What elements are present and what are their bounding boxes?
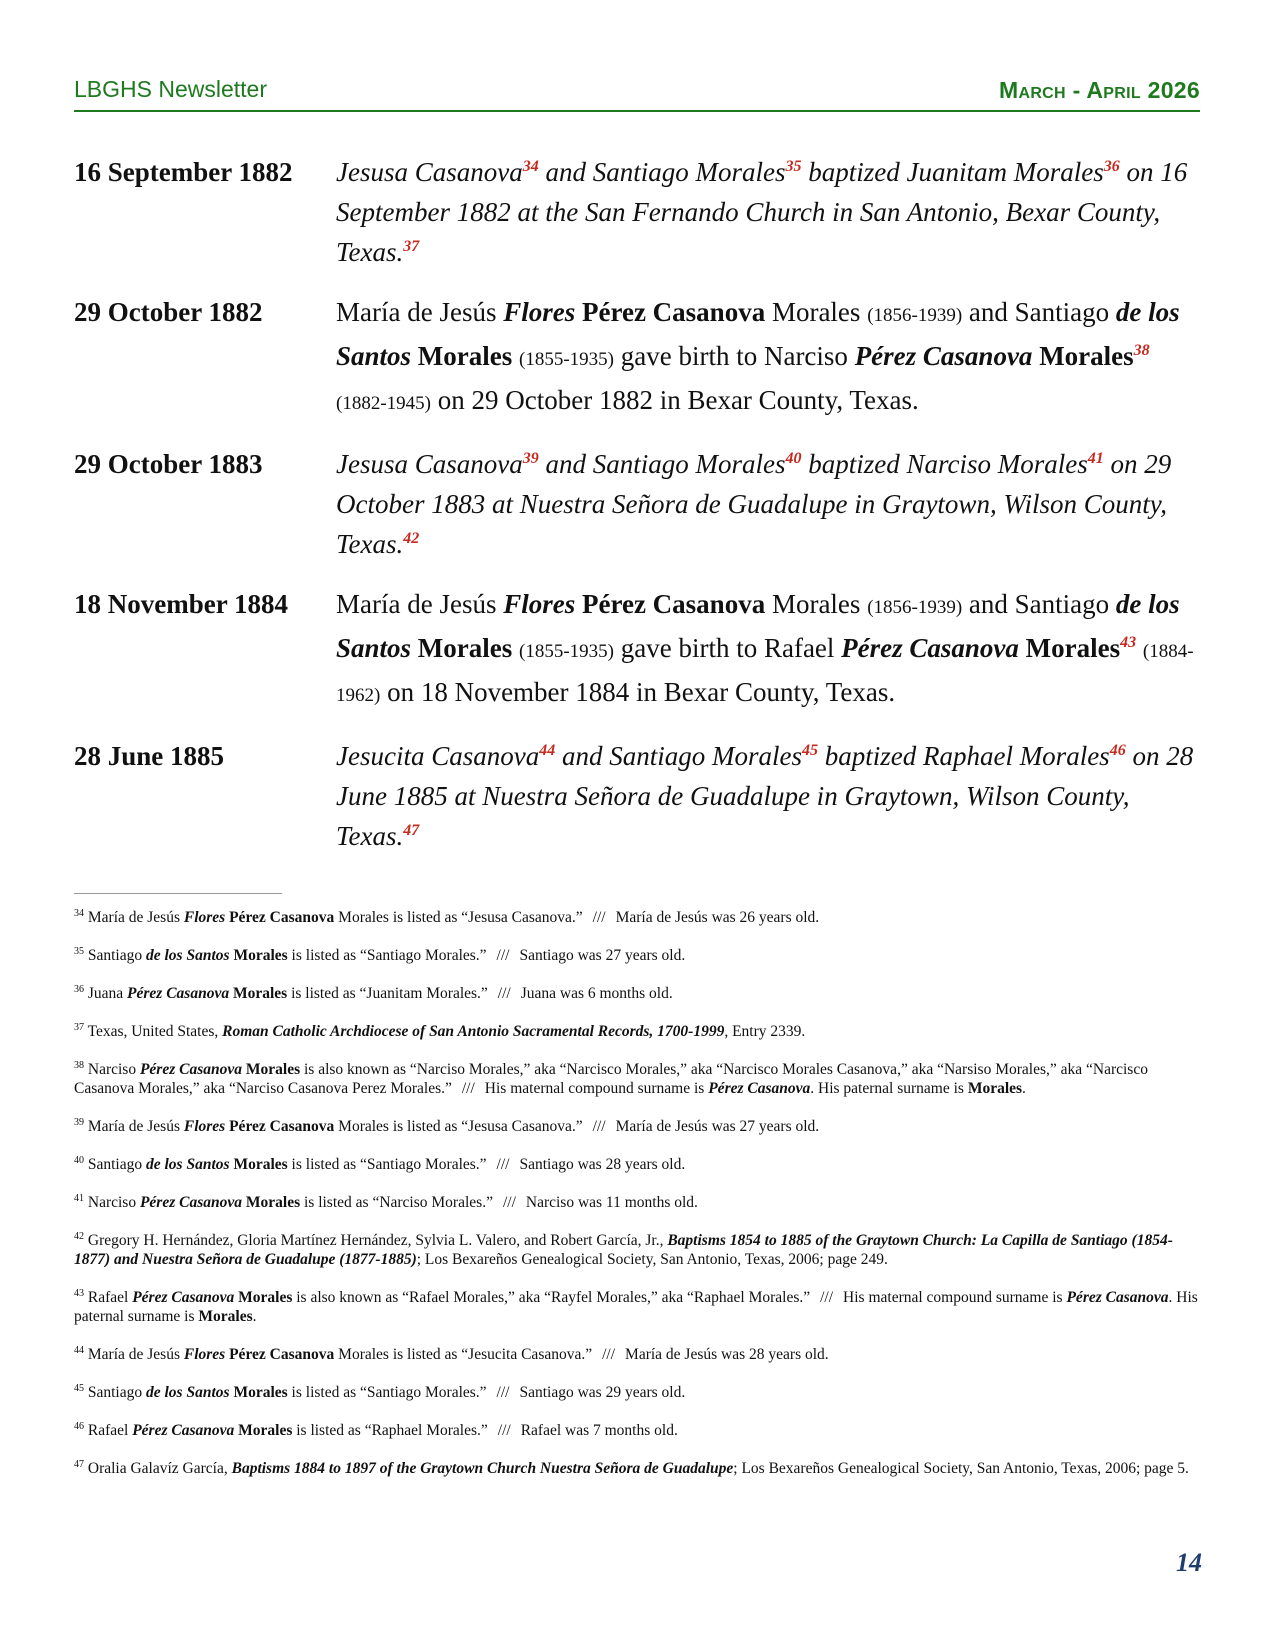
newsletter-title: LBGHS Newsletter bbox=[74, 76, 268, 102]
footnote-ref[interactable]: 37 bbox=[403, 238, 420, 255]
footnote: $^{45}$ Santiago de los Santos Morales is listed as “Santiago Morales.” /// Santiago was 29 years old. bbox=[74, 1382, 686, 1401]
footnote-ref[interactable]: 41 bbox=[1087, 450, 1104, 467]
footnote-ref[interactable]: 42 bbox=[403, 530, 420, 547]
entry-text: María de Jesús Flores Pérez Casanova Morales (1856-1939) and Santiago de los Santos Morales (1855-1935) gave birth to Narciso Pérez Casanova Morales$^{38}$ (1882-1945) on 29 October 1882 in Bexar County, Texas. bbox=[336, 297, 1180, 415]
timeline bbox=[74, 152, 1204, 876]
entry-date: 16 September 1882 bbox=[74, 157, 293, 187]
footnote: $^{39}$ María de Jesús Flores Pérez Casanova Morales is listed as “Jesusa Casanova.” /// María de Jesús was 27 years old. bbox=[74, 1116, 820, 1135]
footnote: $^{34}$ María de Jesús Flores Pérez Casanova Morales is listed as “Jesusa Casanova.” /// María de Jesús was 26 years old. bbox=[74, 907, 820, 926]
footnote-ref[interactable]: 40 bbox=[785, 450, 802, 467]
footnote: $^{46}$ Rafael Pérez Casanova Morales is listed as “Raphael Morales.” /// Rafael was 7 months old. bbox=[74, 1420, 678, 1439]
footnote: $^{40}$ Santiago de los Santos Morales is listed as “Santiago Morales.” /// Santiago was 28 years old. bbox=[74, 1154, 686, 1173]
entry-date: 29 October 1882 bbox=[74, 297, 263, 327]
entry-text: Jesucita Casanova$^{44}$ and Santiago Morales$^{45}$ baptized Raphael Morales$^{46}$ on 28 June 1885 at Nuestra Señora de Guadalupe in Graytown, Wilson County, Texas.$^{47}$ bbox=[336, 741, 1194, 851]
footnote-ref[interactable]: 47 bbox=[403, 822, 420, 839]
footnote-ref[interactable]: 46 bbox=[1109, 742, 1126, 759]
timeline-entry bbox=[74, 292, 1204, 424]
footnote: $^{42}$ Gregory H. Hernández, Gloria Martínez Hernández, Sylvia L. Valero, and Robert García, Jr., Baptisms 1854 to 1885 of the Graytown Church: La Capilla de Santiago (1854-1877) and Nuestra Señora de Guadalupe (1877-1885); Los Bexareños Genealogical Society, San Antonio, Texas, 2006; page 249. bbox=[74, 1230, 1173, 1268]
footnote: $^{47}$ Oralia Galavíz García, Baptisms 1884 to 1897 of the Graytown Church Nuestra Señora de Guadalupe; Los Bexareños Genealogical Society, San Antonio, Texas, 2006; page 5. bbox=[74, 1458, 1189, 1477]
footnote: $^{43}$ Rafael Pérez Casanova Morales is also known as “Rafael Morales,” aka “Rayfel Morales,” aka “Raphael Morales.” /// His maternal compound surname is Pérez Casanova. His paternal surname is Morales. bbox=[74, 1287, 1198, 1325]
timeline-entry bbox=[74, 152, 1204, 272]
footnote: $^{44}$ María de Jesús Flores Pérez Casanova Morales is listed as “Jesucita Casanova.” /// María de Jesús was 28 years old. bbox=[74, 1344, 829, 1363]
entry-date: 28 June 1885 bbox=[74, 741, 225, 771]
footnotes bbox=[74, 908, 1200, 1497]
page-number: 14 bbox=[1176, 1548, 1202, 1577]
timeline-entry bbox=[74, 584, 1204, 716]
footnote: $^{38}$ Narciso Pérez Casanova Morales is also known as “Narciso Morales,” aka “Narcisco Morales,” aka “Narcisco Morales Casanova,” aka “Narsiso Morales,” aka “Narcisco Casanova Morales,” aka “Narciso Casanova Perez Morales.” /// His maternal compound surname is Pérez Casanova. His paternal surname is Morales. bbox=[74, 1059, 1148, 1097]
footnote-ref[interactable]: 43 bbox=[1120, 634, 1137, 651]
footnote-ref[interactable]: 36 bbox=[1103, 158, 1120, 175]
footnote-ref[interactable]: 45 bbox=[801, 742, 818, 759]
footnote-ref[interactable]: 44 bbox=[539, 742, 556, 759]
footnote: $^{41}$ Narciso Pérez Casanova Morales is listed as “Narciso Morales.” /// Narciso was 11 months old. bbox=[74, 1192, 698, 1211]
footnote-ref[interactable]: 39 bbox=[522, 450, 539, 467]
issue-date: March - April 2026 bbox=[999, 77, 1200, 103]
timeline-entry bbox=[74, 444, 1204, 564]
timeline-entry bbox=[74, 736, 1204, 856]
footnote: $^{36}$ Juana Pérez Casanova Morales is listed as “Juanitam Morales.” /// Juana was 6 months old. bbox=[74, 983, 673, 1002]
entry-text: Jesusa Casanova$^{34}$ and Santiago Morales$^{35}$ baptized Juanitam Morales$^{36}$ on 16 September 1882 at the San Fernando Church in San Antonio, Bexar County, Texas.$^{37}$ bbox=[336, 157, 1188, 267]
footnote-ref[interactable]: 34 bbox=[522, 158, 539, 175]
entry-text: Jesusa Casanova$^{39}$ and Santiago Morales$^{40}$ baptized Narciso Morales$^{41}$ on 29 October 1883 at Nuestra Señora de Guadalupe in Graytown, Wilson County, Texas.$^{42}$ bbox=[336, 449, 1172, 559]
footnote-ref[interactable]: 38 bbox=[1133, 342, 1150, 359]
footnote-divider bbox=[74, 893, 282, 894]
newsletter-header bbox=[74, 74, 1200, 112]
footnote-ref[interactable]: 35 bbox=[785, 158, 802, 175]
footnote: $^{35}$ Santiago de los Santos Morales is listed as “Santiago Morales.” /// Santiago was 27 years old. bbox=[74, 945, 686, 964]
entry-date: 29 October 1883 bbox=[74, 449, 263, 479]
entry-date: 18 November 1884 bbox=[74, 589, 288, 619]
footnote: $^{37}$ Texas, United States, Roman Catholic Archdiocese of San Antonio Sacramental Records, 1700-1999, Entry 2339. bbox=[74, 1021, 806, 1040]
entry-text: María de Jesús Flores Pérez Casanova Morales (1856-1939) and Santiago de los Santos Morales (1855-1935) gave birth to Rafael Pérez Casanova Morales$^{43}$ (1884-1962) on 18 November 1884 in Bexar County, Texas. bbox=[336, 589, 1194, 707]
